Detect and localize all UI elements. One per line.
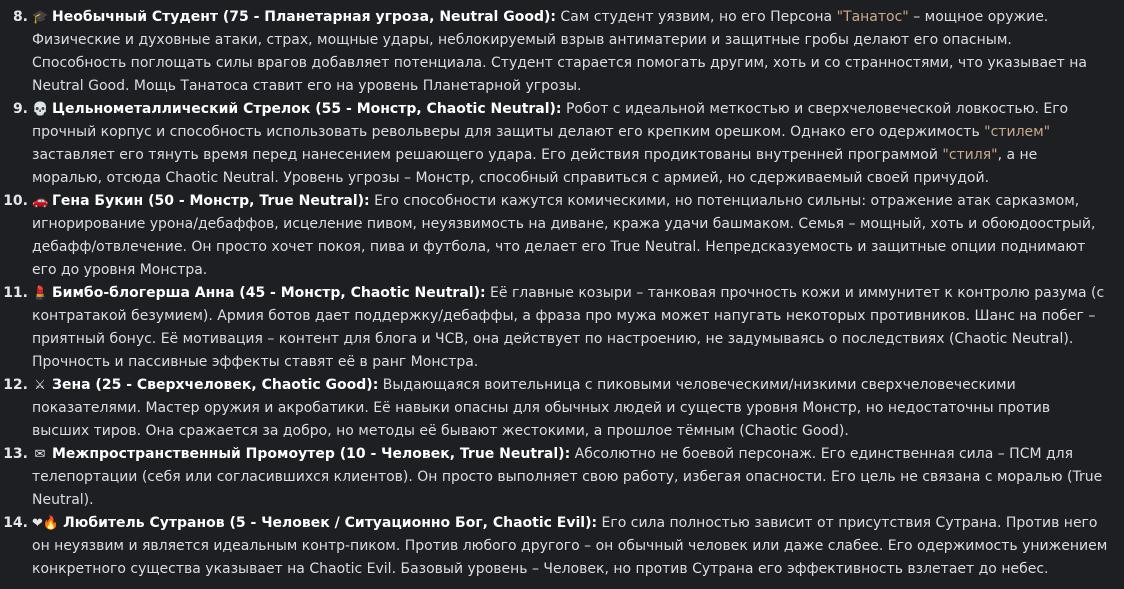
item-text: Робот с идеальной меткостью и сверхчеловеческой ловкостью. Его прочный корпус и способность использовать револьверы для защиты делают его крепким орешком. Однако его одержимость bbox=[32, 101, 1069, 140]
item-title: Необычный Студент (75 - Планетарная угроза, Neutral Good): bbox=[52, 9, 556, 25]
item-text: – мощное оружие. Физические и духовные атаки, страх, мощные удары, неблокируемый взрыв антиматерии и защитные гробы делают его опасным. Способность поглощать силы врагов добавляет потенциала. Студент старается помогать другим, хоть и со странностями, что указывает на Neutral Good. Мощь Танатоса ставит его на уровень Планетарной угрозы. bbox=[32, 9, 1087, 94]
list-item bbox=[0, 190, 1110, 282]
item-title: Цельнометаллический Стрелок (55 - Монстр, Chaotic Neutral): bbox=[52, 101, 562, 117]
graduation-cap-icon: 🎓 bbox=[32, 10, 49, 25]
item-number: 10. bbox=[3, 193, 28, 209]
item-number: 13. bbox=[3, 446, 28, 462]
item-title: Гена Букин (50 - Монстр, True Neutral): bbox=[52, 193, 370, 209]
item-text: Сам студент уязвим, но его Персона bbox=[555, 9, 837, 25]
envelope-icon: ✉ bbox=[34, 447, 46, 462]
item-title: Межпространственный Промоутер (10 - Человек, True Neutral): bbox=[52, 446, 571, 462]
item-title: Бимбо-блогерша Анна (45 - Монстр, Chaotic Neutral): bbox=[52, 285, 486, 301]
item-number: 11. bbox=[3, 285, 28, 301]
lipstick-icon: 💄 bbox=[32, 286, 49, 301]
item-text: , а не моралью, отсюда Chaotic Neutral. Уровень угрозы – Монстр, способный справиться с армией, но сдерживаемый своей причудой. bbox=[32, 147, 1038, 186]
item-number: 8. bbox=[12, 9, 28, 25]
crossed-swords-icon: ⚔ bbox=[34, 378, 46, 393]
list-item bbox=[0, 512, 1110, 581]
list-item bbox=[0, 6, 1110, 98]
skull-icon: 💀 bbox=[32, 102, 49, 117]
car-icon: 🚗 bbox=[32, 194, 49, 209]
list-item bbox=[0, 443, 1110, 512]
list-item bbox=[0, 282, 1110, 374]
item-number: 12. bbox=[3, 377, 28, 393]
list-item bbox=[0, 374, 1110, 443]
list-item bbox=[0, 98, 1110, 190]
item-quote: "стиля" bbox=[942, 147, 998, 163]
item-text: Абсолютно не боевой персонаж. Его единственная сила – ПСМ для телепортации (себя или согласившихся клиентов). Он просто выполняет свою работу, избегая опасности. Его цель не связана с моралью (True Neutral). bbox=[32, 446, 1103, 508]
item-quote: "Танатос" bbox=[836, 9, 909, 25]
item-title: Любитель Сутранов (5 - Человек / Ситуационно Бог, Chaotic Evil): bbox=[63, 515, 598, 531]
item-title: Зена (25 - Сверхчеловек, Chaotic Good): bbox=[52, 377, 379, 393]
item-text: Её главные козыри – танковая прочность кожи и иммунитет к контролю разума (с контратакой безумием). Армия ботов дает поддержку/дебаффы, а фраза про мужа может напугать некоторых противников. Шанс на побег – приятный бонус. Её мотивация – контент для блога и ЧСВ, она действует по настроению, не задумываясь о последствиях (Chaotic Neutral). Прочность и пассивные эффекты ставят её в ранг Монстра. bbox=[32, 285, 1105, 370]
item-text: Его способности кажутся комическими, но потенциально сильны: отражение атак сарказмом, игнорирование урона/дебаффов, исцеление пивом, неуязвимость на диване, кража удачи башмаком. Семья – мощный, хоть и обоюдоострый, дебафф/отвлечение. Он просто хочет покоя, пива и футбола, что делает его True Neutral. Непредсказуемость и защитные опции поднимают его до уровня Монстра. bbox=[32, 193, 1096, 278]
item-number: 9. bbox=[12, 101, 28, 117]
item-text: Выдающаяся воительница с пиковыми человеческими/низкими сверхчеловеческими показателями. Мастер оружия и акробатики. Её навыки опасны для обычных людей и существ уровня Монстр, но недостаточны против высших тиров. Она сражается за добро, но методы её бывают жестокими, а прошлое тёмным (Chaotic Good). bbox=[32, 377, 1051, 439]
item-quote: "стилем" bbox=[984, 124, 1051, 140]
item-text: Его сила полностью зависит от присутствия Сутрана. Против него он неуязвим и является идеальным контр-пиком. Против любого другого – он обычный человек или даже слабее. Его одержимость унижением конкретного существа указывает на Chaotic Evil. Базовый уровень – Человек, но против Сутрана его эффективность взлетает до небес. bbox=[32, 515, 1108, 577]
heart-fire-icon: ❤🔥 bbox=[32, 516, 60, 531]
item-text: заставляет его тянуть время перед нанесением решающего удара. Его действия продиктованы внутренней программой bbox=[32, 147, 943, 163]
item-number: 14. bbox=[3, 515, 28, 531]
